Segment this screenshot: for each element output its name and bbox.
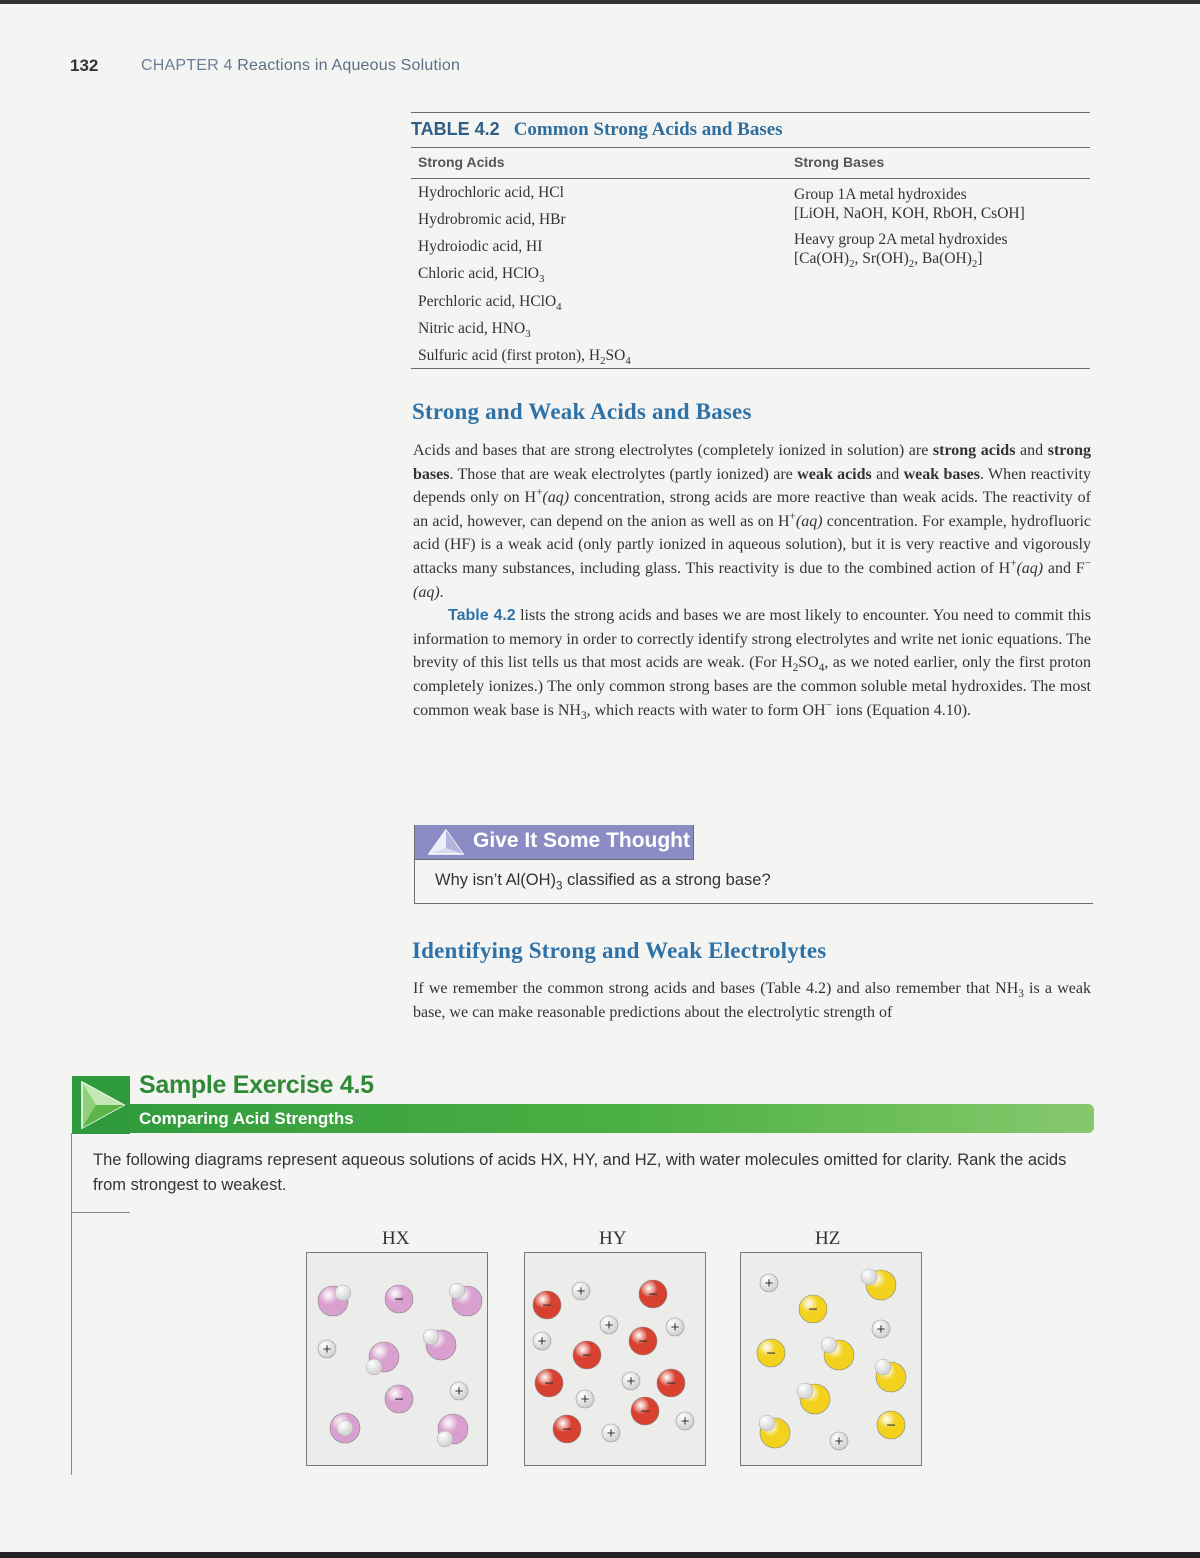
hx-molecule bbox=[318, 1285, 351, 1316]
hz-molecule bbox=[821, 1337, 854, 1370]
thought-title: Give It Some Thought bbox=[473, 829, 691, 852]
hy-plus-sign: + bbox=[537, 1333, 547, 1350]
hz-plus-sign: + bbox=[834, 1433, 844, 1450]
diagram-hx-canvas bbox=[307, 1253, 487, 1465]
hx-minus-sign: − bbox=[394, 1391, 404, 1409]
section1-body bbox=[413, 439, 1091, 722]
thought-tab bbox=[415, 825, 694, 860]
section-heading-strong-weak: Strong and Weak Acids and Bases bbox=[412, 399, 752, 424]
hy-plus-sign: + bbox=[604, 1317, 614, 1334]
table-title bbox=[411, 119, 783, 141]
table-label: TABLE 4.2 bbox=[411, 119, 500, 139]
play-arrow-icon bbox=[72, 1076, 130, 1134]
sample-exercise-text: The following diagrams represent aqueous solutions of acids HX, HY, and HZ, with water molecules omitted for clarity. Rank the acids from strongest to weakest. bbox=[93, 1151, 1067, 1194]
hx-molecule bbox=[449, 1283, 482, 1316]
paragraph-2: Table 4.2 lists the strong acids and bases we are most likely to encounter. You need to commit this information to memory in order to correctly identify strong electrolytes and write net ionic equations. The brevity of this list tells us that most acids are weak. (For $H_2SO_4$, as we noted earlier, only the first proton completely ionizes.) The only common strong bases are the common soluble metal hydroxides. The most common weak base is $NH_3$, which reacts with water to form OH− ions (Equation 4.10). bbox=[413, 607, 1091, 722]
hx-plus-sign: + bbox=[454, 1383, 464, 1400]
acid-chloric: Chloric acid, HClO$_3$ bbox=[418, 265, 545, 286]
diagram-hy-canvas bbox=[525, 1253, 705, 1465]
hz-minus-sign: − bbox=[808, 1301, 818, 1319]
hy-minus-sign: − bbox=[562, 1421, 572, 1439]
table-4-2-link[interactable]: Table 4.2 bbox=[448, 607, 516, 625]
diagram-label-hx: HX bbox=[382, 1228, 410, 1249]
hy-minus-sign: − bbox=[640, 1403, 650, 1421]
hx-plus-sign: + bbox=[322, 1341, 332, 1358]
page-bottom-edge bbox=[0, 1552, 1200, 1558]
sample-exercise-rule bbox=[71, 1133, 72, 1475]
base-group-2a: Heavy group 2A metal hydroxides [$Ca(OH)_2$, $Sr(OH)_2$, $Ba(OH)_2$] bbox=[794, 231, 1008, 271]
hy-plus-sign: + bbox=[606, 1425, 616, 1442]
diagram-label-hz: HZ bbox=[815, 1228, 841, 1249]
sample-exercise-divider bbox=[72, 1212, 130, 1213]
diagram-hx bbox=[306, 1252, 488, 1466]
hy-plus-sign: + bbox=[580, 1391, 590, 1408]
hx-molecule bbox=[437, 1414, 468, 1447]
hz-plus-sign: + bbox=[876, 1321, 886, 1338]
diagram-hz-canvas bbox=[741, 1253, 921, 1465]
chapter-title: Reactions in Aqueous Solution bbox=[237, 57, 461, 74]
running-head bbox=[141, 57, 460, 75]
section2-body: If we remember the common strong acids and bases (Table 4.2) and also remember that $NH_3$ is a weak base, we can make reasonable predictions about the electrolytic strength of bbox=[413, 980, 1092, 1021]
sample-exercise-title: Sample Exercise 4.5 bbox=[139, 1071, 374, 1099]
hz-molecule bbox=[875, 1359, 906, 1392]
acid-hcl: Hydrochloric acid, HCl bbox=[418, 184, 564, 201]
diagram-hy bbox=[524, 1252, 706, 1466]
page-top-edge bbox=[0, 0, 1200, 4]
paragraph-1: Acids and bases that are strong electrolytes (completely ionized in solution) are strong acids and strong bases. Those that are weak electrolytes (partly ionized) are weak acids and weak bases. When reactivity depends only on H+(aq) concentration, strong acids are more reactive than weak acids. The reactivity of an acid, however, can depend on the anion as well as on H+(aq) concentration. For example, hydrofluoric acid (HF) is a weak acid (only partly ionized in aqueous solution), but it is very reactive and vigorously attacks many substances, including glass. This reactivity is due to the combined action of H+(aq) and F−(aq). bbox=[413, 442, 1092, 601]
column-header-bases: Strong Bases bbox=[794, 154, 885, 170]
hx-molecule bbox=[366, 1342, 399, 1375]
acid-hi: Hydroiodic acid, HI bbox=[418, 238, 543, 255]
hy-minus-sign: − bbox=[542, 1297, 552, 1315]
hx-molecule bbox=[330, 1413, 360, 1443]
acid-hbr: Hydrobromic acid, HBr bbox=[418, 211, 566, 228]
acid-nitric: Nitric acid, $HNO_3$ bbox=[418, 320, 531, 341]
hy-plus-sign: + bbox=[576, 1283, 586, 1300]
triangle-icon bbox=[427, 828, 465, 856]
hz-minus-sign: − bbox=[766, 1345, 776, 1363]
hx-molecule bbox=[423, 1329, 456, 1360]
hy-minus-sign: − bbox=[582, 1347, 592, 1365]
acid-perchloric: Perchloric acid, HClO$_4$ bbox=[418, 293, 562, 314]
sample-exercise-marker bbox=[72, 1076, 130, 1134]
column-header-acids: Strong Acids bbox=[418, 154, 505, 170]
acid-sulfuric: Sulfuric acid (first proton), $H_2SO_4$ bbox=[418, 347, 631, 368]
page-number: 132 bbox=[70, 56, 99, 75]
hz-molecule bbox=[797, 1383, 830, 1414]
hx-minus-sign: − bbox=[394, 1291, 404, 1309]
hy-minus-sign: − bbox=[648, 1286, 658, 1304]
base-group-1a: Group 1A metal hydroxides [LiOH, NaOH, KOH, RbOH, CsOH] bbox=[794, 186, 1025, 222]
section-heading-electrolytes: Identifying Strong and Weak Electrolytes bbox=[412, 938, 827, 963]
table-name: Common Strong Acids and Bases bbox=[513, 119, 783, 140]
hz-molecule bbox=[759, 1415, 790, 1448]
thought-question: Why isn’t $Al(OH)_3$ classified as a strong base? bbox=[435, 871, 771, 893]
diagram-hz bbox=[740, 1252, 922, 1466]
diagram-label-hy: HY bbox=[599, 1228, 627, 1249]
hy-minus-sign: − bbox=[544, 1375, 554, 1393]
give-it-some-thought-box bbox=[414, 825, 1093, 904]
hy-minus-sign: − bbox=[638, 1333, 648, 1351]
hy-plus-sign: + bbox=[680, 1413, 690, 1430]
hy-minus-sign: − bbox=[666, 1375, 676, 1393]
sample-exercise-subtitle: Comparing Acid Strengths bbox=[139, 1109, 354, 1128]
hz-plus-sign: + bbox=[764, 1275, 774, 1292]
hz-molecule bbox=[861, 1269, 896, 1300]
table-strong-acids-bases bbox=[411, 112, 1090, 368]
chapter-label: CHAPTER 4 bbox=[141, 57, 233, 74]
hy-plus-sign: + bbox=[670, 1319, 680, 1336]
hy-plus-sign: + bbox=[626, 1373, 636, 1390]
hz-minus-sign: − bbox=[886, 1417, 896, 1435]
